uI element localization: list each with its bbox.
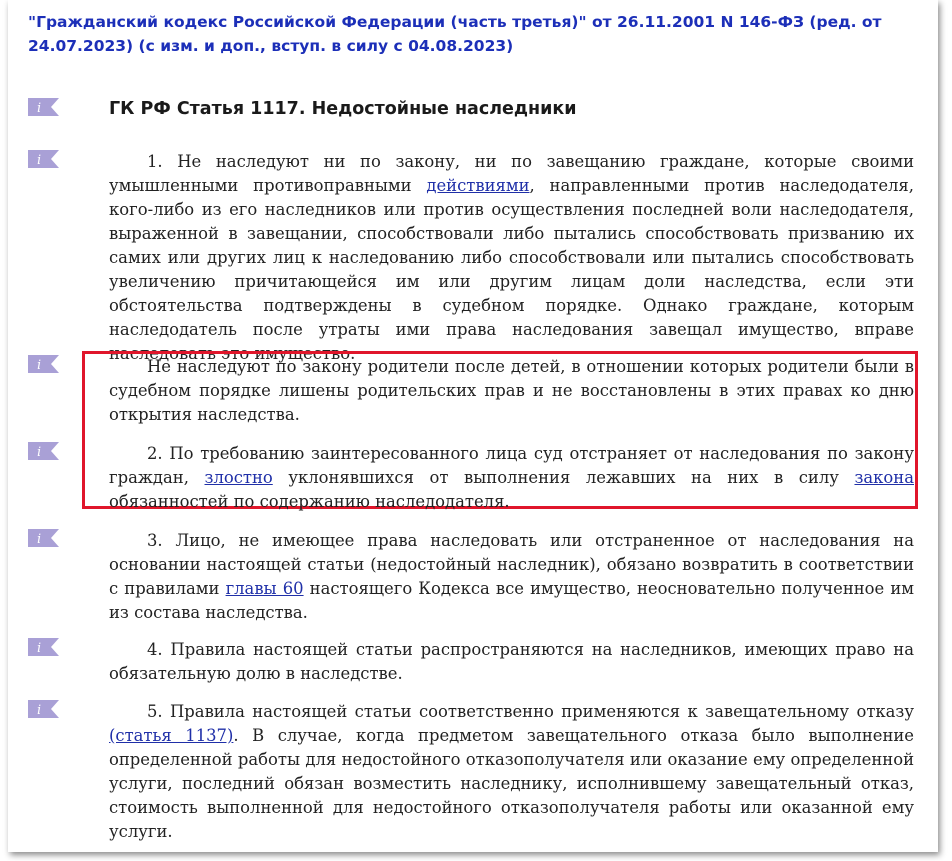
svg-text:i: i [37, 358, 42, 373]
article-title: ГК РФ Статья 1117. Недостойные наследники [109, 99, 577, 119]
svg-text:i: i [37, 641, 42, 656]
paragraph-text: обязанностей по содержанию наследодателя. [109, 492, 510, 511]
paragraph-text: уклонявшихся от выполнения лежавших на них в силу [272, 468, 855, 487]
svg-text:i: i [37, 703, 42, 718]
info-icon[interactable] [26, 353, 59, 375]
document-frame [8, 0, 938, 852]
svg-text:i: i [37, 532, 42, 547]
paragraph-2 [109, 442, 914, 514]
info-icon[interactable] [26, 636, 59, 658]
paragraph-text: Не наследуют по закону родители после детей, в отношении которых родители были в судебном порядке лишены родительских прав и не восстановлены в этих правах ко дню открытия наследства. [109, 357, 914, 424]
paragraph-1 [109, 150, 914, 366]
link-chapter-60[interactable]: главы 60 [225, 579, 304, 598]
paragraph-5 [109, 700, 914, 844]
link-actions[interactable]: действиями [426, 176, 530, 195]
link-maliciously[interactable]: злостно [204, 468, 273, 487]
paragraph-text: 4. Правила настоящей статьи распространяются на наследников, имеющих право на обязательную долю в наследстве. [109, 640, 914, 683]
source-link[interactable]: "Гражданский кодекс Российской Федерации (часть третья)" от 26.11.2001 N 146-ФЗ (ред. от 24.07.2023) (с изм. и доп., вступ. в силу с 04.08.2023) [28, 13, 882, 55]
svg-text:i: i [37, 445, 42, 460]
info-icon[interactable] [26, 527, 59, 549]
paragraph-text: 5. Правила настоящей статьи соответственно применяются к завещательному отказу [147, 702, 914, 721]
paragraph-text: , направленными против наследодателя, кого-либо из его наследников или против осуществления последней воли наследодателя, выраженной в завещании, способствовали либо пытались способствовать призванию их самих или других лиц к наследованию либо способствовали или пытались способствовать увеличению причитающейся им или другим лицам доли наследства, если эти обстоятельства подтверждены в судебном порядке. Однако граждане, которым наследодатель после утраты ими права наследования завещал имущество, вправе наследовать это имущество. [109, 176, 914, 363]
info-icon[interactable] [26, 440, 59, 462]
paragraph-text: настоящего Кодекса все имущество, неосновательно полученное им из состава наследства. [109, 579, 914, 622]
paragraph-text: . В случае, когда предметом завещательного отказа было выполнение определенной работы для недостойного отказополучателя или оказание ему определенной услуги, последний обязан возместить наследнику, исполнившему завещательный отказ, стоимость выполненной для недостойного отказополучателя работы или оказанной ему услуги. [109, 726, 914, 841]
paragraph-4 [109, 638, 914, 686]
svg-text:i: i [37, 101, 42, 116]
info-icon[interactable] [26, 698, 59, 720]
info-icon[interactable] [26, 96, 59, 118]
svg-text:i: i [37, 153, 42, 168]
paragraph-parents [109, 355, 914, 427]
paragraph-text: 1. Не наследуют ни по закону, ни по завещанию граждане, которые своими умышленными противоправными [109, 152, 914, 195]
link-law[interactable]: закона [854, 468, 914, 487]
paragraph-3 [109, 529, 914, 625]
paragraph-text: 3. Лицо, не имеющее права наследовать или отстраненное от наследования на основании настоящей статьи (недостойный наследник), обязано возвратить в соответствии с правилами [109, 531, 914, 598]
paragraph-text: 2. По требованию заинтересованного лица суд отстраняет от наследования по закону граждан, [109, 444, 914, 487]
link-article-1137[interactable]: (статья 1137) [109, 726, 234, 745]
info-icon[interactable] [26, 148, 59, 170]
